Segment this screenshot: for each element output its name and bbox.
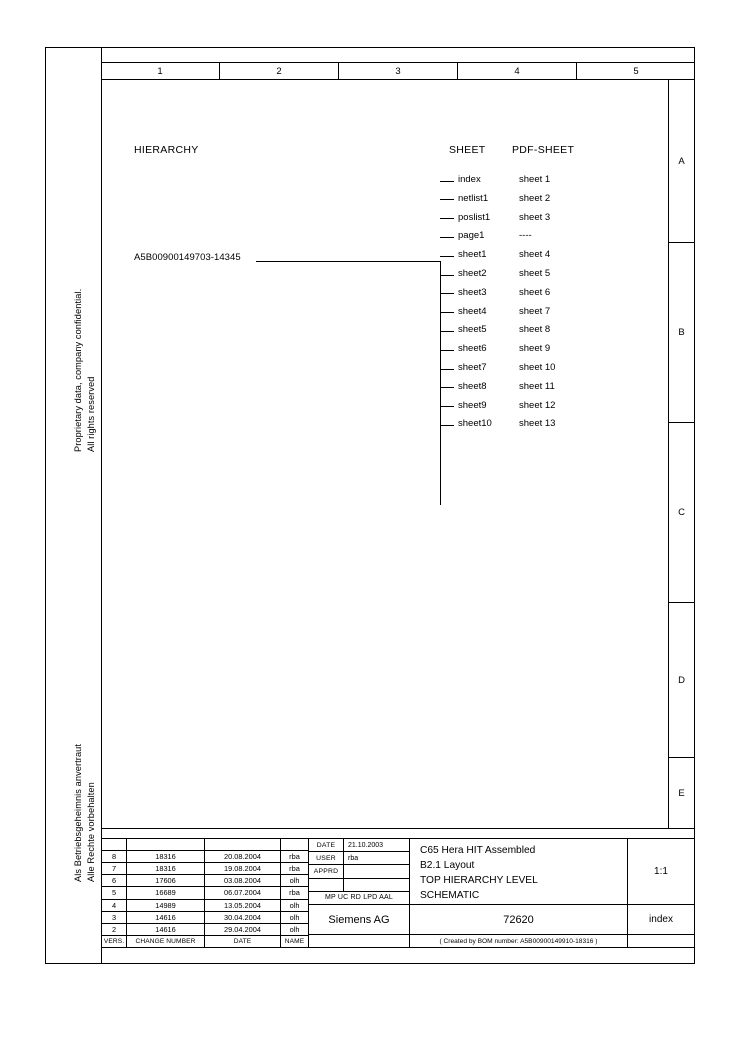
metadata-row-department <box>309 892 409 904</box>
blank-label <box>309 879 344 891</box>
hierarchy-leaf-connector <box>440 199 454 200</box>
scale-value: 1:1 <box>628 839 694 905</box>
index-value: index <box>628 905 694 935</box>
confidentiality-note-de <box>72 744 97 882</box>
column-marker-5: 5 <box>633 65 639 77</box>
hierarchy-leaf-connector <box>440 406 454 407</box>
hierarchy-leaf-name: sheet1 <box>458 249 487 261</box>
revision-cell-date <box>205 839 281 850</box>
revision-row <box>102 924 308 936</box>
revision-cell-name <box>281 839 308 850</box>
row-marker-E: E <box>678 787 685 799</box>
revision-cell-change: 18316 <box>127 863 205 874</box>
revision-cell-name: olh <box>289 924 300 934</box>
revision-cell-name: olh <box>289 876 300 886</box>
title-block <box>101 838 695 948</box>
sheet-column-header: SHEET <box>449 144 486 156</box>
revision-cell-vers: 4 <box>102 900 127 911</box>
revision-cell-vers: 2 <box>102 924 127 935</box>
revision-row <box>102 875 308 887</box>
hierarchy-root-label: A5B00900149703-14345 <box>134 252 241 263</box>
hierarchy-leaf-sheet: sheet 11 <box>519 380 555 392</box>
row-letter-strip <box>668 80 695 828</box>
column-ruler <box>101 62 695 80</box>
metadata-footer-spacer <box>309 935 409 947</box>
metadata-row-blank <box>309 879 409 892</box>
hierarchy-leaf-sheet: sheet 8 <box>519 324 551 336</box>
row-marker-A: A <box>668 80 695 243</box>
hierarchy-leaf-name: sheet3 <box>458 286 487 298</box>
revision-column-header: NAME <box>284 937 305 945</box>
hierarchy-leaf-name: sheet10 <box>458 418 492 430</box>
description-line-1: C65 Hera HIT Assembled <box>420 845 536 856</box>
revision-row <box>102 839 308 851</box>
revision-cell-change: 14616 <box>127 912 205 923</box>
hierarchy-leaf-name: sheet2 <box>458 268 487 279</box>
revision-row <box>102 863 308 875</box>
revision-cell-date: 30.04.2004 <box>205 912 281 923</box>
hierarchy-leaf-sheet: sheet 7 <box>519 305 551 317</box>
user-label: USER <box>309 852 344 864</box>
hierarchy-leaf-sheet: sheet 9 <box>519 343 551 355</box>
column-marker-4: 4 <box>458 63 577 79</box>
metadata-column <box>309 839 410 947</box>
revision-cell-change: 17606 <box>127 875 205 886</box>
revision-cell-vers: 3 <box>102 912 127 923</box>
inner-bottom-rule <box>101 828 695 829</box>
hierarchy-leaf-connector <box>440 350 454 351</box>
hierarchy-leaf-name: sheet5 <box>458 324 487 336</box>
date-label: DATE <box>309 839 344 851</box>
blank-value <box>344 879 409 891</box>
revision-cell-name: rba <box>289 864 300 874</box>
scale-index-column <box>628 839 694 947</box>
user-value: rba <box>348 854 359 862</box>
metadata-row-apprd <box>309 865 409 878</box>
company-name: Siemens AG <box>309 905 409 935</box>
row-marker-B: B <box>668 243 695 423</box>
hierarchy-leaf-name: sheet6 <box>458 343 487 355</box>
hierarchy-leaf-name: poslist1 <box>458 211 491 223</box>
drawing-number: 72620 <box>410 905 627 935</box>
revision-cell-change: 18316 <box>127 851 205 862</box>
confidentiality-note-de-line2: Alle Rechte vorbehalten <box>85 782 96 882</box>
column-marker-3: 3 <box>339 63 458 79</box>
pdf-sheet-column-header: PDF-SHEET <box>512 144 575 156</box>
revision-cell-vers: 8 <box>102 851 127 862</box>
description-line-4: SCHEMATIC <box>420 890 480 901</box>
row-marker-D: D <box>668 603 695 758</box>
hierarchy-leaf-name: netlist1 <box>458 192 489 204</box>
hierarchy-leaf-sheet: sheet 4 <box>519 249 551 261</box>
revision-cell-date: 29.04.2004 <box>205 924 281 935</box>
description-column <box>410 839 628 947</box>
revision-cell-name: rba <box>289 852 300 862</box>
hierarchy-leaf-connector <box>440 293 454 294</box>
hierarchy-bus-line <box>440 261 441 505</box>
revision-cell-change: 14989 <box>127 900 205 911</box>
revision-cell-name: rba <box>289 888 300 898</box>
revision-row <box>102 912 308 924</box>
row-marker-C: C <box>668 423 695 603</box>
hierarchy-leaf-name: sheet4 <box>458 305 487 317</box>
apprd-value <box>344 865 409 877</box>
revision-cell-name: olh <box>289 912 300 922</box>
hierarchy-leaf-connector <box>440 331 454 332</box>
confidentiality-note-en-line2: All rights reserved <box>85 376 96 452</box>
revision-cell-vers: 6 <box>102 875 127 886</box>
revision-table <box>102 839 309 947</box>
revision-cell-vers: 5 <box>102 887 127 898</box>
hierarchy-leaf-sheet: sheet 12 <box>519 399 556 411</box>
hierarchy-leaf-connector <box>440 425 454 426</box>
confidentiality-note-en-line1: Proprietary data, company confidential. <box>73 288 83 452</box>
hierarchy-leaf-connector <box>440 237 454 238</box>
bom-note: ( Created by BOM number: A5B00900149910-18316 ) <box>439 937 598 945</box>
hierarchy-leaf-sheet: ---- <box>519 230 532 242</box>
revision-cell-date: 13.05.2004 <box>205 900 281 911</box>
hierarchy-leaf-connector <box>440 369 454 370</box>
revision-cell-date: 03.08.2004 <box>205 875 281 886</box>
revision-cell-date: 20.08.2004 <box>205 851 281 862</box>
hierarchy-diagram <box>101 80 668 828</box>
revision-cell-change: 14616 <box>127 924 205 935</box>
department-value: MP UC RD LPD AAL <box>324 894 394 902</box>
revision-row <box>102 900 308 912</box>
scale-index-footer-spacer <box>628 935 694 947</box>
revision-header-row <box>102 936 308 947</box>
hierarchy-leaf-name: sheet7 <box>458 362 487 373</box>
column-marker-2: 2 <box>220 63 339 79</box>
hierarchy-leaf-connector <box>440 387 454 388</box>
hierarchy-leaf-name: page1 <box>458 230 485 242</box>
hierarchy-leaf-connector <box>440 256 454 257</box>
hierarchy-leaf-name: index <box>458 174 481 185</box>
confidentiality-note-en <box>72 289 97 452</box>
hierarchy-leaf-sheet: sheet 2 <box>519 192 551 204</box>
hierarchy-leaf-sheet: sheet 13 <box>519 418 556 430</box>
revision-cell-name: olh <box>289 900 300 910</box>
hierarchy-column-header: HIERARCHY <box>134 144 199 156</box>
hierarchy-leaf-connector <box>440 312 454 313</box>
hierarchy-leaf-sheet: sheet 3 <box>519 211 551 223</box>
revision-cell-date: 19.08.2004 <box>205 863 281 874</box>
hierarchy-trunk-line <box>256 261 441 262</box>
revision-row <box>102 887 308 899</box>
metadata-row-user <box>309 852 409 865</box>
apprd-label: APPRD <box>309 865 344 877</box>
revision-cell-vers <box>102 839 127 850</box>
revision-column-header: DATE <box>205 936 281 947</box>
hierarchy-leaf-sheet: sheet 10 <box>519 362 556 373</box>
hierarchy-leaf-connector <box>440 218 454 219</box>
hierarchy-leaf-sheet: sheet 1 <box>519 174 551 185</box>
metadata-upper <box>309 839 409 905</box>
description-title-group <box>410 839 627 905</box>
revision-column-header: VERS. <box>102 936 127 947</box>
revision-cell-date: 06.07.2004 <box>205 887 281 898</box>
date-value: 21.10.2003 <box>348 841 384 849</box>
revision-cell-change: 16689 <box>127 887 205 898</box>
revision-column-header: CHANGE NUMBER <box>127 936 205 947</box>
revision-cell-vers: 7 <box>102 863 127 874</box>
metadata-row-date <box>309 839 409 852</box>
hierarchy-leaf-name: sheet9 <box>458 399 487 411</box>
revision-cell-change <box>127 839 205 850</box>
hierarchy-leaf-connector <box>440 275 454 276</box>
revision-row <box>102 851 308 863</box>
hierarchy-leaf-connector <box>440 181 454 182</box>
hierarchy-leaf-sheet: sheet 6 <box>519 286 551 298</box>
column-marker-1: 1 <box>101 63 220 79</box>
description-line-2: B2.1 Layout <box>420 860 475 871</box>
confidentiality-note-de-line1: Als Betriebsgeheimnis anvertraut <box>73 743 83 882</box>
hierarchy-leaf-name: sheet8 <box>458 380 487 392</box>
hierarchy-leaf-sheet: sheet 5 <box>519 268 551 279</box>
description-line-3: TOP HIERARCHY LEVEL <box>420 875 538 886</box>
